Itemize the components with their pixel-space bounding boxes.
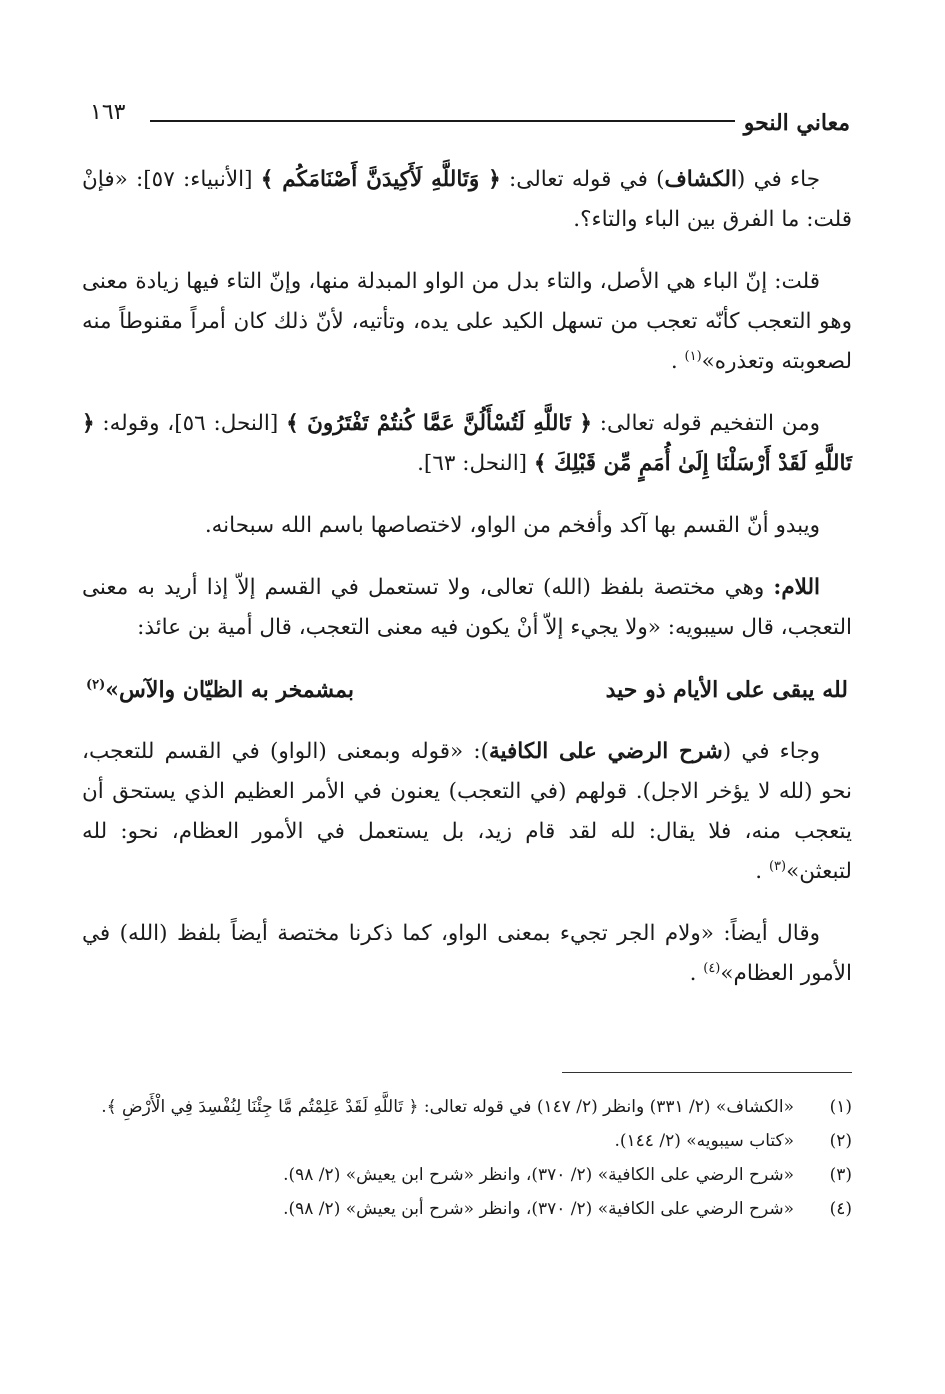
text-run: [الأنبياء: ٥٧]: «فإنْ قلت: ما الفرق بين الباء والتاء؟.	[82, 167, 852, 232]
text-run: .	[755, 859, 769, 884]
paragraph-radi	[82, 732, 852, 892]
footnote	[82, 1192, 852, 1226]
main-text	[82, 150, 852, 1016]
book-title: شرح الرضي على الكافية	[488, 739, 723, 764]
footnote	[82, 1090, 852, 1124]
text-run: وجاء في (	[722, 739, 820, 764]
footnote	[82, 1124, 852, 1158]
text-run: ) في قوله تعالى:	[500, 167, 665, 192]
footnote-text: «شرح الرضي على الكافية» (٢/ ٣٧٠)، وانظر «شرح ابن يعيش» (٢/ ٩٨).	[283, 1165, 794, 1185]
text-run: ): «قوله وبمعنى (الواو) في القسم للتعجب، نحو (لله لا يؤخر الاجل). قولهم (في التعجب) يعنون في الأمر العظيم الذي يستحق أن يتعجب منه، فلا يقال: لله لقد قام زيد، بل يستعمل في الأمور العظام، نحو: لله لتبعثن»	[82, 739, 852, 884]
paragraph-tafkhim	[82, 404, 852, 484]
text-run: [النحل: ٥٦]، وقوله:	[94, 411, 287, 436]
text-run: [النحل: ٦٣].	[417, 451, 534, 476]
paragraph-answer	[82, 262, 852, 382]
footnote	[82, 1158, 852, 1192]
poetry-verse	[82, 670, 852, 710]
footnote-text: «كتاب سيبويه» (٢/ ١٤٤).	[614, 1131, 794, 1151]
verse-second-hemistich	[86, 670, 354, 710]
footnote-ref[interactable]: (٢)	[86, 677, 106, 693]
footnote-number: (٣)	[829, 1165, 852, 1185]
paragraph-lam	[82, 568, 852, 648]
text-run: .	[689, 961, 704, 986]
paragraph-also	[82, 914, 852, 994]
footnotes	[82, 1090, 852, 1226]
quran-verse: ﴿ تَاللَّهِ لَتُسْأَلُنَّ عَمَّا كُنتُمْ تَفْتَرُونَ ﴾	[286, 411, 592, 436]
footnote-ref[interactable]: (١)	[684, 348, 702, 364]
text-run: .	[670, 349, 685, 374]
page-header	[90, 92, 850, 142]
text-run: ويبدو أنّ القسم بها آكد وأفخم من الواو، لاختصاصها باسم الله سبحانه.	[204, 513, 820, 538]
running-title: معاني النحو	[743, 110, 850, 136]
footnote-number: (٤)	[829, 1199, 852, 1219]
footnote-number: (١)	[829, 1097, 852, 1117]
section-label: اللام:	[773, 575, 820, 600]
quran-verse: ﴿ وَتَاللَّهِ لَأَكِيدَنَّ أَصْنَامَكُم ﴾	[260, 167, 501, 192]
text-run: ومن التفخيم قوله تعالى:	[591, 411, 821, 436]
text-run: وقال أيضاً: «ولام الجر تجيء بمعنى الواو، كما ذكرنا مختصة أيضاً بلفظ (الله) في الأمور العظام»	[82, 921, 852, 986]
text-run: وهي مختصة بلفظ (الله) تعالى، ولا تستعمل في القسم إلاّ إذا أريد به معنى التعجب، قال سيبويه: «ولا يجيء إلاّ أنْ يكون فيه معنى التعجب، قال أمية بن عائذ:	[82, 575, 852, 640]
page-number: ١٦٣	[90, 100, 126, 125]
footnote-separator	[562, 1072, 852, 1073]
text-run: بمشمخر به الظيّان والآس»	[105, 677, 354, 703]
header-rule	[150, 120, 735, 122]
footnote-text: «شرح الرضي على الكافية» (٢/ ٣٧٠)، وانظر «شرح أبن يعيش» (٢/ ٩٨).	[283, 1199, 794, 1219]
footnote-number: (٢)	[829, 1131, 852, 1151]
verse-first-hemistich: لله يبقى على الأيام ذو حيد	[605, 677, 848, 703]
text-run: قلت: إنّ الباء هي الأصل، والتاء بدل من الواو المبدلة منها، وإنّ التاء فيها زيادة معنى وهو التعجب كأنّه تعجب من تسهل الكيد على يده، وتأتيه، لأنّ ذلك كان أمراً مقنوطاً منه لصعوبته وتعذره»	[82, 269, 852, 374]
book-title: الكشاف	[664, 167, 737, 192]
paragraph-kashshaf	[82, 160, 852, 240]
footnote-ref[interactable]: (٣)	[768, 858, 787, 874]
footnote-ref[interactable]: (٤)	[703, 960, 721, 976]
quran-verse: ﴿ تَاللَّهِ لَقَدْ أَرْسَلْنَا إِلَىٰ أُمَمٍ مِّن قَبْلِكَ ﴾	[82, 411, 852, 476]
text-run: جاء في (	[736, 167, 820, 192]
paragraph-emphasis	[82, 506, 852, 546]
footnote-text: «الكشاف» (٢/ ٣٣١) وانظر (٢/ ١٤٧) في قوله تعالى: ﴿ تَاللَّهِ لَقَدْ عَلِمْتُم مَّا جِئْنَا لِنُفْسِدَ فِي الْأَرْضِ ﴾.	[101, 1097, 794, 1117]
